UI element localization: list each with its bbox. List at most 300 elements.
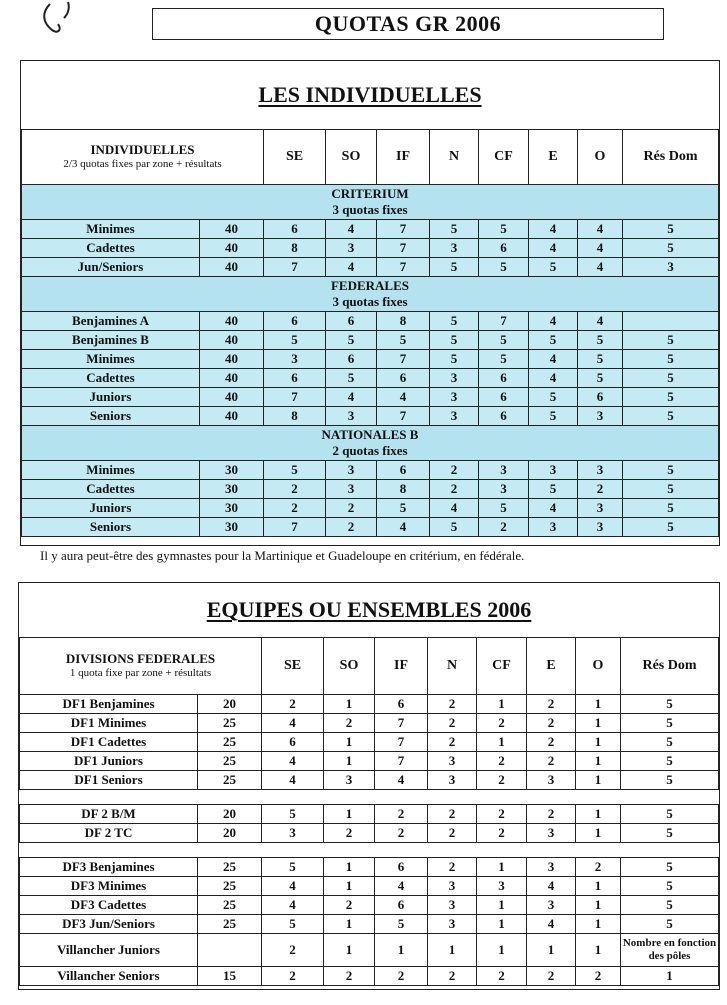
quota-cell: 7 xyxy=(375,714,428,733)
table-row xyxy=(22,258,719,277)
block-spacer-cell xyxy=(20,843,719,858)
quota-cell: 3 xyxy=(578,461,623,480)
quota-cell: 5 xyxy=(326,331,377,350)
quota-cell: 7 xyxy=(264,518,326,537)
quota-cell: 5 xyxy=(623,407,719,426)
quota-cell: 2 xyxy=(375,967,428,986)
row-label: Cadettes xyxy=(22,239,200,258)
quota-cell: 2 xyxy=(477,752,527,771)
quota-cell: 2 xyxy=(576,858,621,877)
table-row xyxy=(20,824,719,843)
quota-cell: 1 xyxy=(324,934,375,967)
quota-cell: 5 xyxy=(479,350,529,369)
col-so: SO xyxy=(324,638,375,695)
row-label: Seniors xyxy=(22,407,200,426)
col-e: E xyxy=(527,638,576,695)
quota-cell: 1 xyxy=(621,967,719,986)
col-o: O xyxy=(578,130,623,185)
quota-cell: 2 xyxy=(527,752,576,771)
row-label: Cadettes xyxy=(22,480,200,499)
quota-cell: 2 xyxy=(326,499,377,518)
quota-cell: 6 xyxy=(326,350,377,369)
quota-cell: 1 xyxy=(324,805,375,824)
quota-cell: 5 xyxy=(479,499,529,518)
row-label: Jun/Seniors xyxy=(22,258,200,277)
quota-cell: 3 xyxy=(529,461,578,480)
quota-cell: 4 xyxy=(262,752,324,771)
quota-cell: 6 xyxy=(326,312,377,331)
quota-cell: 5 xyxy=(529,258,578,277)
quota-cell: 6 xyxy=(377,369,430,388)
quota-cell: 7 xyxy=(264,388,326,407)
quota-cell: 1 xyxy=(576,771,621,790)
quota-cell: 4 xyxy=(529,369,578,388)
quota-cell: 6 xyxy=(264,220,326,239)
quota-cell: 1 xyxy=(576,824,621,843)
quota-cell: 4 xyxy=(262,714,324,733)
row-label: Villancher Seniors xyxy=(20,967,198,986)
row-total: 25 xyxy=(198,733,262,752)
quota-cell: 2 xyxy=(430,461,479,480)
quota-cell: 5 xyxy=(264,461,326,480)
quota-cell: 5 xyxy=(430,312,479,331)
quota-cell: 5 xyxy=(578,350,623,369)
quota-cell: 8 xyxy=(377,312,430,331)
quota-cell: 1 xyxy=(324,858,375,877)
quota-cell: 5 xyxy=(264,331,326,350)
row-label: Seniors xyxy=(22,518,200,537)
individuelles-table xyxy=(21,129,719,537)
quota-cell: 5 xyxy=(578,331,623,350)
table-row xyxy=(20,877,719,896)
quota-cell: 3 xyxy=(477,877,527,896)
quota-cell: 4 xyxy=(326,388,377,407)
quota-cell: 1 xyxy=(576,714,621,733)
quota-cell: 1 xyxy=(576,752,621,771)
quota-cell: 6 xyxy=(262,733,324,752)
group-title: NATIONALES B xyxy=(321,427,419,442)
quota-cell: 2 xyxy=(428,824,477,843)
group-band-cell xyxy=(22,277,719,312)
quota-cell: 2 xyxy=(527,714,576,733)
quota-cell: 2 xyxy=(477,824,527,843)
row-total: 25 xyxy=(198,896,262,915)
quota-cell: 1 xyxy=(576,877,621,896)
quota-cell: 3 xyxy=(529,518,578,537)
row-total: 25 xyxy=(198,915,262,934)
quota-cell: 4 xyxy=(529,350,578,369)
table-row xyxy=(22,461,719,480)
row-total: 40 xyxy=(200,258,264,277)
quota-cell: 4 xyxy=(527,877,576,896)
quota-cell: 4 xyxy=(326,220,377,239)
quota-cell xyxy=(623,312,719,331)
table-row xyxy=(20,896,719,915)
quota-cell: 3 xyxy=(428,877,477,896)
quota-cell: 5 xyxy=(479,220,529,239)
quota-cell: 2 xyxy=(262,934,324,967)
quota-cell: 1 xyxy=(576,733,621,752)
quota-cell: 7 xyxy=(377,350,430,369)
col-res-dom: Rés Dom xyxy=(621,638,719,695)
row-total xyxy=(198,934,262,967)
quota-cell: 1 xyxy=(477,858,527,877)
block-spacer xyxy=(20,790,719,805)
quota-cell: 2 xyxy=(375,805,428,824)
quota-cell: 3 xyxy=(527,858,576,877)
quota-cell: 2 xyxy=(430,480,479,499)
quota-cell: 5 xyxy=(621,824,719,843)
table-row xyxy=(22,312,719,331)
quota-cell: 4 xyxy=(578,220,623,239)
table-row xyxy=(20,934,719,967)
quota-cell: 2 xyxy=(262,695,324,714)
equipes-section xyxy=(18,582,720,990)
row-label: DF1 Seniors xyxy=(20,771,198,790)
quota-cell: 5 xyxy=(623,239,719,258)
table-row xyxy=(20,805,719,824)
header-sublabel: 2/3 quotas fixes par zone + résultats xyxy=(63,158,222,170)
col-se: SE xyxy=(264,130,326,185)
group-subtitle: 2 quotas fixes xyxy=(332,443,408,458)
quota-cell: 2 xyxy=(477,771,527,790)
row-total: 25 xyxy=(198,771,262,790)
row-label: DF 2 B/M xyxy=(20,805,198,824)
row-label: Villancher Juniors xyxy=(20,934,198,967)
quota-cell: 3 xyxy=(527,896,576,915)
quota-cell: 5 xyxy=(377,331,430,350)
quota-cell: 2 xyxy=(576,967,621,986)
table-row xyxy=(20,752,719,771)
quota-cell: 8 xyxy=(377,480,430,499)
col-res-dom: Rés Dom xyxy=(623,130,719,185)
quota-cell: 3 xyxy=(479,461,529,480)
quota-cell: 5 xyxy=(623,369,719,388)
group-subtitle: 3 quotas fixes xyxy=(332,294,408,309)
group-band xyxy=(22,277,719,312)
table-row xyxy=(20,858,719,877)
quota-cell: 4 xyxy=(578,312,623,331)
row-total: 20 xyxy=(198,805,262,824)
quota-cell: 8 xyxy=(264,407,326,426)
table-row xyxy=(20,733,719,752)
quota-cell: 7 xyxy=(479,312,529,331)
quota-cell: 6 xyxy=(578,388,623,407)
table-row xyxy=(22,350,719,369)
quota-cell: 5 xyxy=(430,220,479,239)
footnote: Il y aura peut-être des gymnastes pour la Martinique et Guadeloupe en critérium, en fédérale. xyxy=(40,548,525,563)
row-label: DF1 Minimes xyxy=(20,714,198,733)
quota-cell: 2 xyxy=(324,714,375,733)
quota-cell: 2 xyxy=(477,714,527,733)
quota-cell: 1 xyxy=(477,896,527,915)
row-total: 30 xyxy=(200,480,264,499)
quota-cell: 6 xyxy=(264,312,326,331)
quota-cell: 3 xyxy=(623,258,719,277)
quota-cell: 2 xyxy=(527,967,576,986)
quota-cell: 5 xyxy=(621,714,719,733)
quota-cell: 5 xyxy=(621,915,719,934)
quota-cell: 7 xyxy=(375,733,428,752)
quota-cell: 2 xyxy=(326,518,377,537)
quota-cell: 2 xyxy=(527,805,576,824)
quota-cell: 6 xyxy=(479,407,529,426)
row-label: DF1 Benjamines xyxy=(20,695,198,714)
quota-cell: 6 xyxy=(375,858,428,877)
quota-cell: 2 xyxy=(375,824,428,843)
row-total: 25 xyxy=(198,858,262,877)
quota-cell: 2 xyxy=(578,480,623,499)
quota-cell: 4 xyxy=(262,877,324,896)
col-if: IF xyxy=(377,130,430,185)
res-dom-note: Nombre en fonction des pôles xyxy=(621,934,719,967)
individuelles-section xyxy=(20,60,720,546)
quota-cell: 1 xyxy=(576,896,621,915)
quota-cell: 6 xyxy=(479,388,529,407)
row-label: Cadettes xyxy=(22,369,200,388)
quota-cell: 5 xyxy=(262,805,324,824)
quota-cell: 2 xyxy=(324,824,375,843)
quota-cell: 5 xyxy=(621,733,719,752)
quota-cell: 2 xyxy=(428,967,477,986)
quota-cell: 5 xyxy=(479,331,529,350)
table-row xyxy=(20,967,719,986)
header-sublabel: 1 quota fixe par zone + résultats xyxy=(69,667,212,679)
quota-cell: 1 xyxy=(324,915,375,934)
col-so: SO xyxy=(326,130,377,185)
quota-cell: 3 xyxy=(326,480,377,499)
quota-cell: 5 xyxy=(621,896,719,915)
quota-cell: 5 xyxy=(377,499,430,518)
row-total: 40 xyxy=(200,312,264,331)
row-label: Benjamines A xyxy=(22,312,200,331)
individuelles-header-row xyxy=(22,130,719,185)
quota-cell: 5 xyxy=(375,915,428,934)
quota-cell: 2 xyxy=(264,480,326,499)
quota-cell: 7 xyxy=(377,220,430,239)
col-se: SE xyxy=(262,638,324,695)
quota-cell: 3 xyxy=(262,824,324,843)
quota-cell: 6 xyxy=(264,369,326,388)
row-label: DF3 Jun/Seniors xyxy=(20,915,198,934)
quota-cell: 5 xyxy=(529,407,578,426)
col-n: N xyxy=(430,130,479,185)
quota-cell: 1 xyxy=(324,752,375,771)
quota-cell: 3 xyxy=(527,771,576,790)
individuelles-heading: LES INDIVIDUELLES xyxy=(258,82,482,107)
quota-cell: 3 xyxy=(326,239,377,258)
block-spacer-cell xyxy=(20,790,719,805)
quota-cell: 4 xyxy=(377,388,430,407)
table-row xyxy=(20,915,719,934)
quota-cell: 1 xyxy=(477,733,527,752)
quota-cell: 2 xyxy=(428,858,477,877)
quota-cell: 5 xyxy=(529,480,578,499)
row-total: 30 xyxy=(200,499,264,518)
quota-cell: 4 xyxy=(529,239,578,258)
quota-cell: 2 xyxy=(479,518,529,537)
row-total: 20 xyxy=(198,824,262,843)
quota-cell: 4 xyxy=(578,258,623,277)
handwritten-mark xyxy=(28,0,88,36)
row-label: DF1 Cadettes xyxy=(20,733,198,752)
quota-cell: 4 xyxy=(529,312,578,331)
group-subtitle: 3 quotas fixes xyxy=(332,202,408,217)
quota-cell: 5 xyxy=(430,258,479,277)
quota-cell: 3 xyxy=(430,369,479,388)
col-cf: CF xyxy=(477,638,527,695)
quota-cell: 3 xyxy=(428,771,477,790)
quota-cell: 5 xyxy=(621,771,719,790)
table-row xyxy=(20,714,719,733)
quota-cell: 2 xyxy=(428,805,477,824)
row-label: Minimes xyxy=(22,350,200,369)
header-label: INDIVIDUELLES xyxy=(90,142,195,157)
row-total: 40 xyxy=(200,407,264,426)
row-total: 25 xyxy=(198,714,262,733)
row-total: 40 xyxy=(200,239,264,258)
group-title: CRITERIUM xyxy=(331,186,409,201)
col-cf: CF xyxy=(479,130,529,185)
quota-cell: 1 xyxy=(527,934,576,967)
quota-cell: 4 xyxy=(375,771,428,790)
quota-cell: 4 xyxy=(527,915,576,934)
quota-cell: 4 xyxy=(262,896,324,915)
quota-cell: 4 xyxy=(326,258,377,277)
quota-cell: 6 xyxy=(479,239,529,258)
quota-cell: 2 xyxy=(264,499,326,518)
row-label: DF3 Cadettes xyxy=(20,896,198,915)
quota-cell: 3 xyxy=(578,407,623,426)
quota-cell: 1 xyxy=(576,805,621,824)
quota-cell: 5 xyxy=(621,858,719,877)
row-label: Benjamines B xyxy=(22,331,200,350)
quota-cell: 1 xyxy=(375,934,428,967)
table-row xyxy=(22,331,719,350)
row-total: 30 xyxy=(200,461,264,480)
quota-cell: 6 xyxy=(377,461,430,480)
quota-cell: 1 xyxy=(324,877,375,896)
quota-cell: 2 xyxy=(527,695,576,714)
row-label: DF3 Benjamines xyxy=(20,858,198,877)
row-total: 20 xyxy=(198,695,262,714)
quota-cell: 7 xyxy=(377,407,430,426)
quota-cell: 4 xyxy=(529,499,578,518)
quota-cell: 5 xyxy=(621,695,719,714)
quota-cell: 5 xyxy=(621,877,719,896)
block-spacer xyxy=(20,843,719,858)
quota-cell: 1 xyxy=(324,733,375,752)
quota-cell: 4 xyxy=(578,239,623,258)
table-row xyxy=(22,388,719,407)
quota-cell: 5 xyxy=(623,331,719,350)
quota-cell: 7 xyxy=(377,258,430,277)
table-row xyxy=(22,407,719,426)
quota-cell: 3 xyxy=(428,915,477,934)
row-total: 40 xyxy=(200,331,264,350)
quota-cell: 3 xyxy=(326,407,377,426)
individuelles-header-label xyxy=(22,130,264,185)
group-band-cell xyxy=(22,426,719,461)
row-label: DF 2 TC xyxy=(20,824,198,843)
quota-cell: 1 xyxy=(477,915,527,934)
quota-cell: 5 xyxy=(262,915,324,934)
row-total: 40 xyxy=(200,388,264,407)
table-row xyxy=(22,499,719,518)
equipes-heading: EQUIPES OU ENSEMBLES 2006 xyxy=(206,597,532,622)
group-title: FEDERALES xyxy=(330,278,410,293)
quota-cell: 5 xyxy=(623,461,719,480)
quota-cell: 4 xyxy=(375,877,428,896)
quota-cell: 5 xyxy=(623,220,719,239)
row-total: 15 xyxy=(198,967,262,986)
header-label: DIVISIONS FEDERALES xyxy=(65,651,216,666)
quota-cell: 3 xyxy=(324,771,375,790)
quota-cell: 3 xyxy=(428,896,477,915)
quota-cell: 1 xyxy=(477,695,527,714)
quota-cell: 2 xyxy=(428,695,477,714)
quota-cell: 6 xyxy=(375,695,428,714)
quota-cell: 3 xyxy=(527,824,576,843)
quota-cell: 5 xyxy=(529,331,578,350)
quota-cell: 5 xyxy=(621,752,719,771)
quota-cell: 3 xyxy=(430,239,479,258)
quota-cell: 6 xyxy=(479,369,529,388)
quota-cell: 3 xyxy=(479,480,529,499)
quota-cell: 1 xyxy=(428,934,477,967)
row-total: 25 xyxy=(198,752,262,771)
quota-cell: 5 xyxy=(623,499,719,518)
row-label: Juniors xyxy=(22,499,200,518)
quota-cell: 5 xyxy=(578,369,623,388)
quota-cell: 3 xyxy=(430,407,479,426)
quota-cell: 3 xyxy=(428,752,477,771)
quota-cell: 7 xyxy=(264,258,326,277)
table-row xyxy=(20,695,719,714)
table-row xyxy=(22,518,719,537)
row-total: 40 xyxy=(200,369,264,388)
table-row xyxy=(22,239,719,258)
quota-cell: 2 xyxy=(527,733,576,752)
row-label: Juniors xyxy=(22,388,200,407)
quota-cell: 3 xyxy=(430,388,479,407)
table-row xyxy=(22,220,719,239)
quota-cell: 1 xyxy=(477,934,527,967)
quota-cell: 5 xyxy=(623,518,719,537)
row-label: Minimes xyxy=(22,461,200,480)
page-title: QUOTAS GR 2006 xyxy=(152,8,664,40)
quota-cell: 1 xyxy=(324,695,375,714)
quota-cell: 5 xyxy=(262,858,324,877)
col-if: IF xyxy=(375,638,428,695)
quota-cell: 5 xyxy=(623,388,719,407)
quota-cell: 1 xyxy=(576,695,621,714)
row-label: DF1 Juniors xyxy=(20,752,198,771)
equipes-header-row xyxy=(20,638,719,695)
table-row xyxy=(20,771,719,790)
col-o: O xyxy=(576,638,621,695)
quota-cell: 4 xyxy=(430,499,479,518)
quota-cell: 1 xyxy=(576,915,621,934)
quota-cell: 4 xyxy=(529,220,578,239)
quota-cell: 7 xyxy=(377,239,430,258)
row-total: 40 xyxy=(200,220,264,239)
quota-cell: 3 xyxy=(578,518,623,537)
quota-cell: 8 xyxy=(264,239,326,258)
table-row xyxy=(22,480,719,499)
quota-cell: 5 xyxy=(430,350,479,369)
quota-cell: 4 xyxy=(262,771,324,790)
